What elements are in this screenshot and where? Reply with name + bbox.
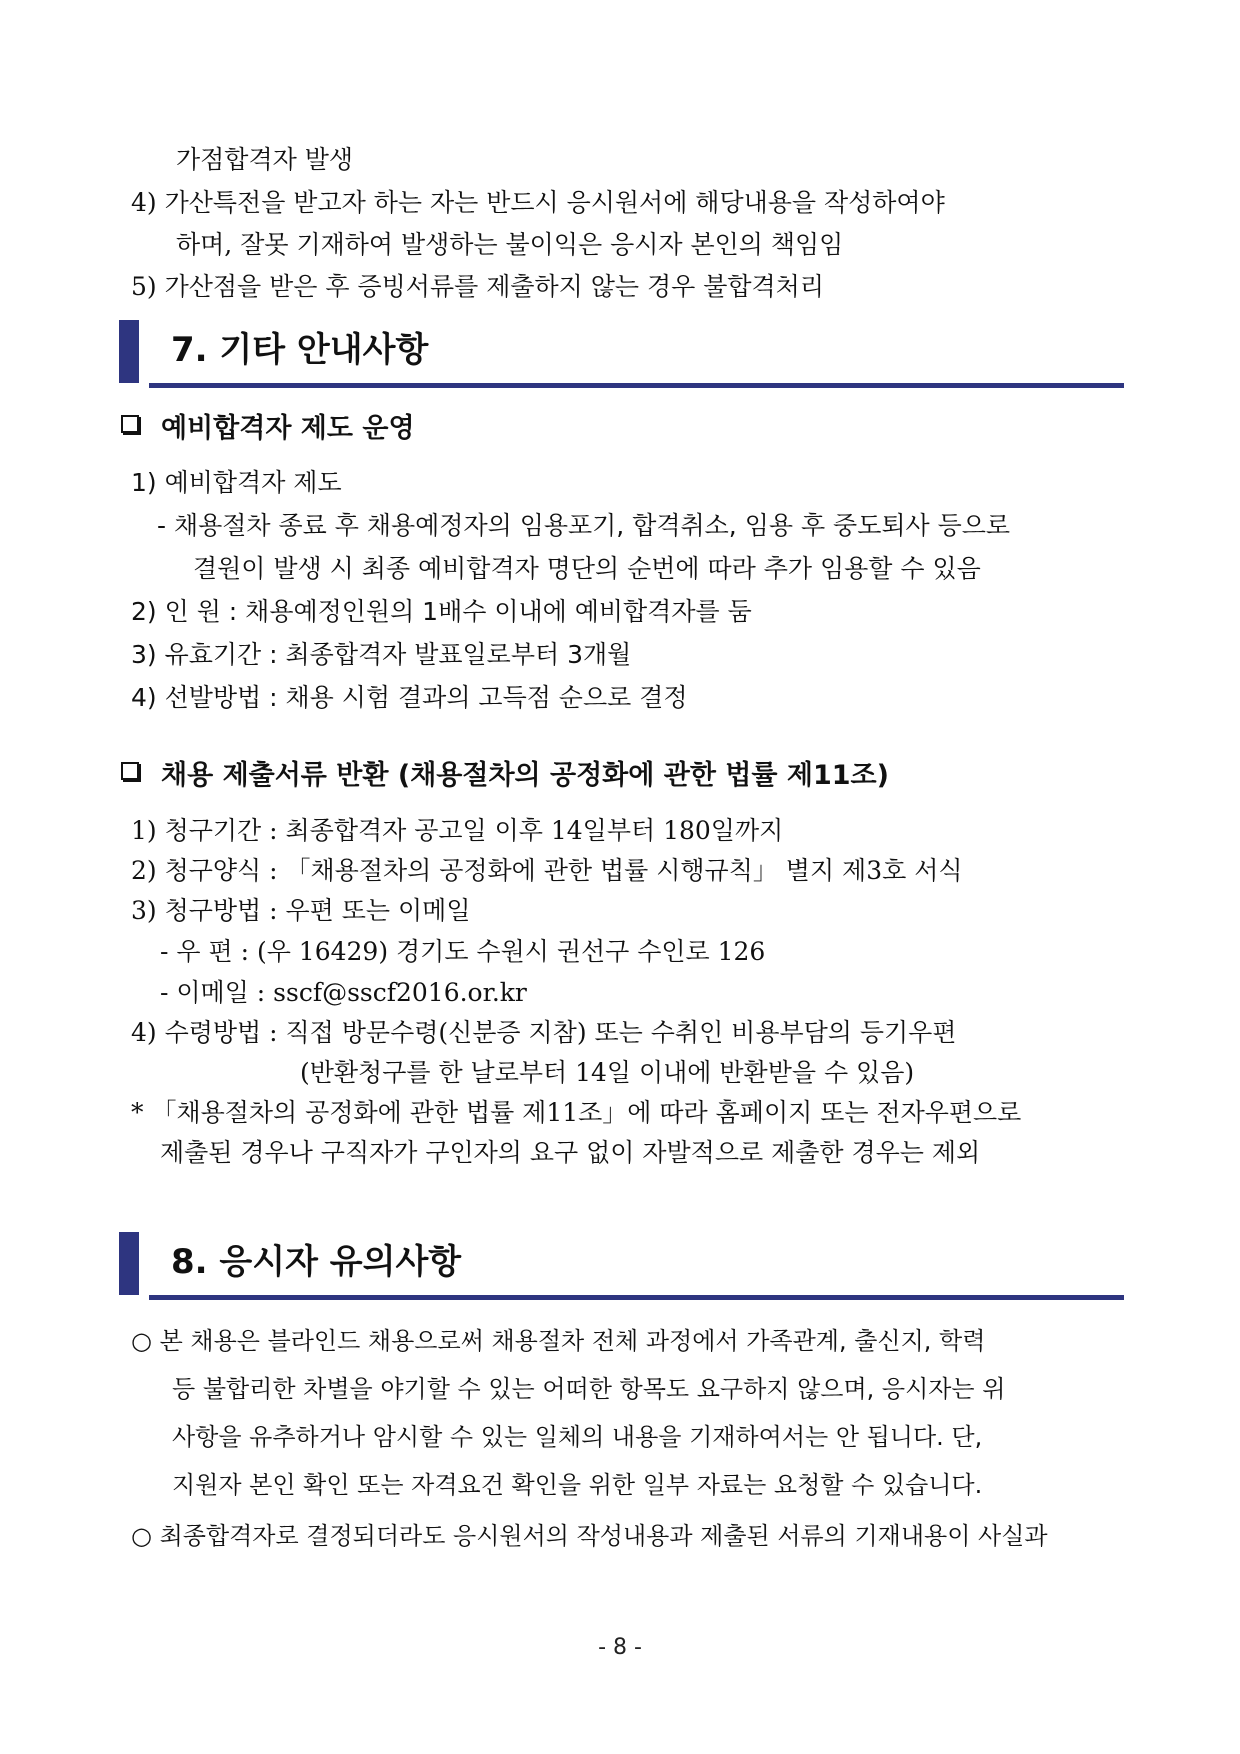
return-line-6: 4) 수령방법 : 직접 방문수령(신분증 지참) 또는 수취인 비용부담의 등기우편 <box>131 1018 957 1047</box>
section-bar <box>119 320 139 383</box>
top-line-1: 가점합격자 발생 <box>176 145 353 174</box>
section-title: 7. 기타 안내사항 <box>171 330 429 370</box>
notice-1-line-1: ○ 본 채용은 블라인드 채용으로써 채용절차 전체 과정에서 가족관계, 출신지, 학력 <box>131 1327 986 1355</box>
section-underline <box>149 383 1124 388</box>
checkbox-square-icon <box>121 762 139 780</box>
subsection-return-title <box>121 760 889 792</box>
top-line-4: 5) 가산점을 받은 후 증빙서류를 제출하지 않는 경우 불합격처리 <box>131 272 824 301</box>
reserve-line-4: 2) 인 원 : 채용예정인원의 1배수 이내에 예비합격자를 둠 <box>131 597 752 626</box>
return-line-1: 1) 청구기간 : 최종합격자 공고일 이후 14일부터 180일까지 <box>131 816 784 845</box>
subsection-reserve-title <box>121 413 415 445</box>
reserve-line-2: - 채용절차 종료 후 채용예정자의 임용포기, 합격취소, 임용 후 중도퇴사 등으로 <box>157 511 1011 540</box>
top-line-2: 4) 가산특전을 받고자 하는 자는 반드시 응시원서에 해당내용을 작성하여야 <box>131 188 945 217</box>
top-line-3: 하며, 잘못 기재하여 발생하는 불이익은 응시자 본인의 책임임 <box>176 230 844 259</box>
return-note-2: 제출된 경우나 구직자가 구인자의 요구 없이 자발적으로 제출한 경우는 제외 <box>160 1138 981 1167</box>
notice-2-line-1: ○ 최종합격자로 결정되더라도 응시원서의 작성내용과 제출된 서류의 기재내용이 사실과 <box>131 1522 1048 1550</box>
notice-1-line-4: 지원자 본인 확인 또는 자격요건 확인을 위한 일부 자료는 요청할 수 있습니다. <box>172 1471 983 1499</box>
checkbox-square-icon <box>121 415 139 433</box>
return-line-2: 2) 청구양식 : 「채용절차의 공정화에 관한 법률 시행규칙」 별지 제3호 서식 <box>131 856 963 885</box>
reserve-line-6: 4) 선발방법 : 채용 시험 결과의 고득점 순으로 결정 <box>131 683 688 712</box>
return-note-1: * 「채용절차의 공정화에 관한 법률 제11조」에 따라 홈페이지 또는 전자우편으로 <box>131 1098 1022 1127</box>
section-title: 8. 응시자 유의사항 <box>171 1242 462 1282</box>
section-bar <box>119 1232 139 1295</box>
return-line-7: (반환청구를 한 날로부터 14일 이내에 반환받을 수 있음) <box>300 1058 915 1087</box>
notice-1-line-3: 사항을 유추하거나 암시할 수 있는 일체의 내용을 기재하여서는 안 됩니다. 단, <box>172 1423 983 1451</box>
page-number: - 8 - <box>598 1635 642 1660</box>
section-8-heading <box>119 1232 1124 1300</box>
subsection-title-text: 예비합격자 제도 운영 <box>161 413 415 444</box>
return-line-3: 3) 청구방법 : 우편 또는 이메일 <box>131 896 471 925</box>
section-underline <box>149 1295 1124 1300</box>
subsection-title-text: 채용 제출서류 반환 (채용절차의 공정화에 관한 법률 제11조) <box>161 760 889 791</box>
notice-1-line-2: 등 불합리한 차별을 야기할 수 있는 어떠한 항목도 요구하지 않으며, 응시자는 위 <box>172 1375 1006 1403</box>
return-line-4: - 우 편 : (우 16429) 경기도 수원시 권선구 수인로 126 <box>160 937 766 966</box>
return-line-5: - 이메일 : sscf@sscf2016.or.kr <box>160 978 527 1007</box>
reserve-line-3: 결원이 발생 시 최종 예비합격자 명단의 순번에 따라 추가 임용할 수 있음 <box>193 554 981 583</box>
reserve-line-1: 1) 예비합격자 제도 <box>131 468 342 497</box>
section-7-heading <box>119 320 1124 388</box>
reserve-line-5: 3) 유효기간 : 최종합격자 발표일로부터 3개월 <box>131 640 632 669</box>
